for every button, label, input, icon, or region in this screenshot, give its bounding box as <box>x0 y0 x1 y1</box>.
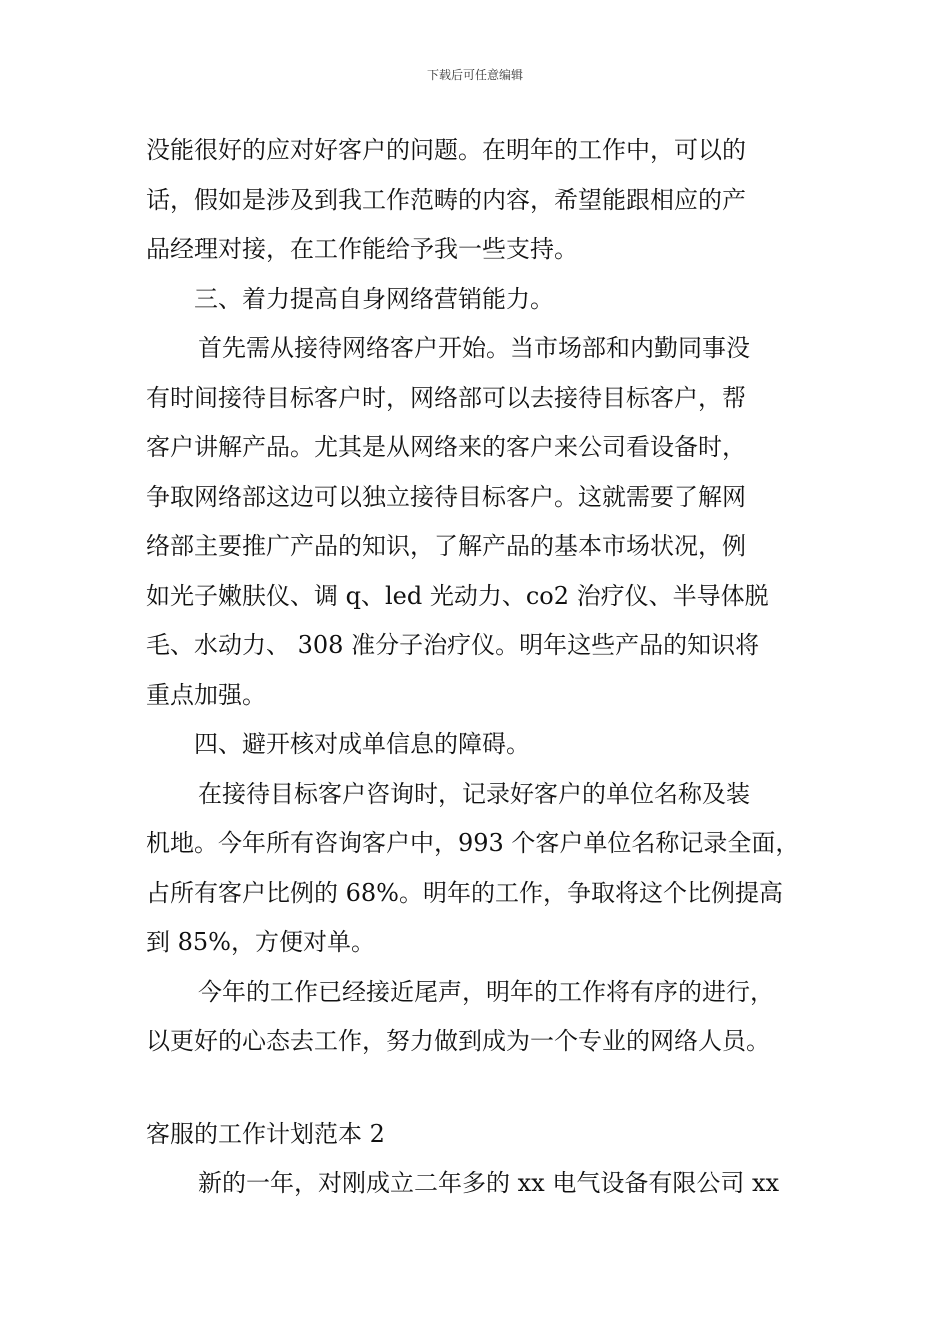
paragraph-line: 新的一年，对刚成立二年多的 xx 电气设备有限公司 xx <box>198 1169 780 1197</box>
paragraph-line: 占所有客户比例的 68%。明年的工作，争取将这个比例提高 <box>146 878 783 907</box>
page-header: 下载后可任意编辑 <box>426 68 523 82</box>
paragraph-line: 络部主要推广产品的知识，了解产品的基本市场状况，例 <box>146 532 746 560</box>
document-title: 客服的工作计划范本 2 <box>146 1119 385 1148</box>
paragraph-line: 到 85%，方便对单。 <box>146 928 375 956</box>
paragraph-line: 今年的工作已经接近尾声，明年的工作将有序的进行， <box>198 977 774 1006</box>
paragraph-line: 如光子嫩肤仪、调 q、led 光动力、co2 治疗仪、半导体脱 <box>146 581 769 610</box>
paragraph-line: 以更好的心态去工作，努力做到成为一个专业的网络人员。 <box>146 1027 770 1055</box>
paragraph-line: 机地。今年所有咨询客户中，993 个客户单位名称记录全面， <box>146 829 800 857</box>
paragraph-line: 争取网络部这边可以独立接待目标客户。这就需要了解网 <box>146 482 746 511</box>
paragraph-line: 有时间接待目标客户时，网络部可以去接待目标客户，帮 <box>146 383 746 412</box>
section-heading: 四、避开核对成单信息的障碍。 <box>194 730 530 758</box>
paragraph-line: 在接待目标客户咨询时，记录好客户的单位名称及装 <box>198 779 750 808</box>
paragraph-line: 首先需从接待网络客户开始。当市场部和内勤同事没 <box>198 334 750 362</box>
paragraph-line: 品经理对接，在工作能给予我一些支持。 <box>146 235 578 263</box>
paragraph-line: 毛、水动力、 308 准分子治疗仪。明年这些产品的知识将 <box>146 631 760 659</box>
paragraph-line: 话，假如是涉及到我工作范畴的内容，希望能跟相应的产 <box>146 185 746 214</box>
paragraph-line: 客户讲解产品。尤其是从网络来的客户来公司看设备时， <box>146 433 746 461</box>
paragraph-line: 重点加强。 <box>146 680 266 709</box>
paragraph-line: 没能很好的应对好客户的问题。在明年的工作中，可以的 <box>146 136 746 164</box>
document-body <box>146 126 812 1209</box>
section-heading: 三、着力提高自身网络营销能力。 <box>194 284 554 313</box>
